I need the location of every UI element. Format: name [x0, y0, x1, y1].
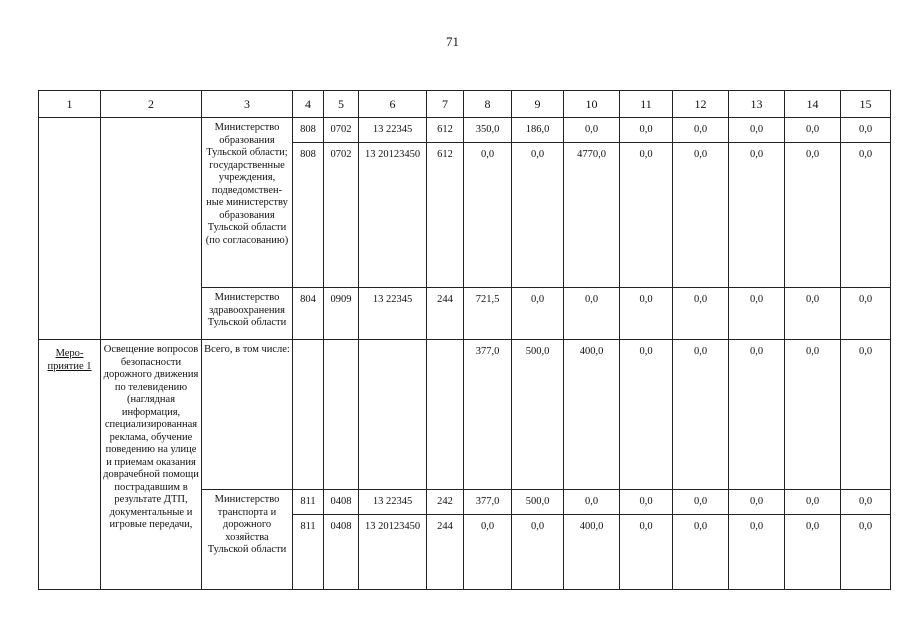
- header-cell: 1: [39, 91, 101, 118]
- header-cell: 8: [464, 91, 512, 118]
- value-cell: [324, 340, 359, 490]
- value-cell: 244: [427, 288, 464, 340]
- value-cell: 0,0: [673, 340, 729, 490]
- value-cell: 0,0: [620, 143, 673, 288]
- value-cell: 0,0: [620, 340, 673, 490]
- value-cell: 721,5: [464, 288, 512, 340]
- table-row: [39, 340, 891, 490]
- value-cell: 0,0: [620, 118, 673, 143]
- value-cell: 0,0: [841, 515, 891, 590]
- header-cell: 7: [427, 91, 464, 118]
- value-cell: 0,0: [841, 340, 891, 490]
- measure-description: Освещение вопросов безопасности дорожного движения по телевидению (наглядная информация, специализированная реклама, обучение поведению на улице и приемам оказания доврачебной помощи пострадавшим в результате ДТП, документальные и игровые передачи,: [101, 340, 202, 590]
- value-cell: 0,0: [673, 288, 729, 340]
- value-cell: 612: [427, 118, 464, 143]
- value-cell: 13 22345: [359, 490, 427, 515]
- header-cell: 6: [359, 91, 427, 118]
- value-cell: 0,0: [841, 288, 891, 340]
- value-cell: [293, 340, 324, 490]
- value-cell: [427, 340, 464, 490]
- header-cell: 9: [512, 91, 564, 118]
- value-cell: 242: [427, 490, 464, 515]
- value-cell: 0,0: [512, 515, 564, 590]
- header-cell: 2: [101, 91, 202, 118]
- value-cell: 0,0: [512, 143, 564, 288]
- value-cell: 400,0: [564, 515, 620, 590]
- header-cell: 12: [673, 91, 729, 118]
- measure-number: [39, 340, 101, 590]
- header-cell: 15: [841, 91, 891, 118]
- value-cell: 0,0: [729, 143, 785, 288]
- empty-cell: [101, 118, 202, 340]
- value-cell: 13 20123450: [359, 143, 427, 288]
- value-cell: 0,0: [564, 288, 620, 340]
- value-cell: 0,0: [785, 118, 841, 143]
- value-cell: 0408: [324, 515, 359, 590]
- empty-cell: [39, 118, 101, 340]
- measure-number-text: Меро-приятие 1: [47, 348, 92, 372]
- header-cell: 5: [324, 91, 359, 118]
- value-cell: 0909: [324, 288, 359, 340]
- budget-table: [38, 90, 891, 590]
- value-cell: 13 22345: [359, 118, 427, 143]
- value-cell: 244: [427, 515, 464, 590]
- value-cell: 0,0: [620, 288, 673, 340]
- value-cell: 0,0: [620, 515, 673, 590]
- value-cell: 0,0: [620, 490, 673, 515]
- value-cell: 808: [293, 143, 324, 288]
- value-cell: 0,0: [841, 143, 891, 288]
- total-label: Всего, в том числе:: [202, 340, 293, 490]
- value-cell: 0,0: [785, 288, 841, 340]
- value-cell: 811: [293, 515, 324, 590]
- value-cell: 500,0: [512, 340, 564, 490]
- value-cell: 0,0: [841, 118, 891, 143]
- value-cell: 4770,0: [564, 143, 620, 288]
- value-cell: 0,0: [673, 490, 729, 515]
- value-cell: 13 20123450: [359, 515, 427, 590]
- value-cell: 0702: [324, 118, 359, 143]
- value-cell: 0408: [324, 490, 359, 515]
- executor-cell: Министерство образования Тульской области; государственные учреждения, подведомствен-ные министерству образования Тульской области (по согласованию): [202, 118, 293, 288]
- value-cell: 0,0: [673, 118, 729, 143]
- value-cell: 0,0: [785, 515, 841, 590]
- value-cell: 350,0: [464, 118, 512, 143]
- value-cell: 0,0: [464, 515, 512, 590]
- value-cell: 811: [293, 490, 324, 515]
- value-cell: 0,0: [785, 490, 841, 515]
- value-cell: 377,0: [464, 340, 512, 490]
- header-cell: 3: [202, 91, 293, 118]
- value-cell: 612: [427, 143, 464, 288]
- header-row: [39, 91, 891, 118]
- value-cell: 804: [293, 288, 324, 340]
- value-cell: 13 22345: [359, 288, 427, 340]
- header-cell: 11: [620, 91, 673, 118]
- value-cell: 0,0: [673, 143, 729, 288]
- value-cell: 808: [293, 118, 324, 143]
- value-cell: 0,0: [673, 515, 729, 590]
- value-cell: 377,0: [464, 490, 512, 515]
- value-cell: [359, 340, 427, 490]
- value-cell: 0,0: [729, 490, 785, 515]
- value-cell: 0,0: [785, 143, 841, 288]
- value-cell: 0,0: [729, 118, 785, 143]
- value-cell: 0,0: [729, 340, 785, 490]
- value-cell: 0,0: [729, 288, 785, 340]
- page-number: 71: [446, 34, 459, 49]
- header-cell: 14: [785, 91, 841, 118]
- header-cell: 10: [564, 91, 620, 118]
- header-cell: 4: [293, 91, 324, 118]
- value-cell: 0,0: [785, 340, 841, 490]
- header-cell: 13: [729, 91, 785, 118]
- value-cell: 0702: [324, 143, 359, 288]
- value-cell: 500,0: [512, 490, 564, 515]
- value-cell: 0,0: [512, 288, 564, 340]
- value-cell: 0,0: [564, 490, 620, 515]
- executor-cell: Министерство здравоохранения Тульской области: [202, 288, 293, 340]
- value-cell: 400,0: [564, 340, 620, 490]
- executor-cell: Министерство транспорта и дорожного хозяйства Тульской области: [202, 490, 293, 590]
- value-cell: 186,0: [512, 118, 564, 143]
- value-cell: 0,0: [464, 143, 512, 288]
- table-row: [39, 118, 891, 143]
- value-cell: 0,0: [841, 490, 891, 515]
- value-cell: 0,0: [564, 118, 620, 143]
- value-cell: 0,0: [729, 515, 785, 590]
